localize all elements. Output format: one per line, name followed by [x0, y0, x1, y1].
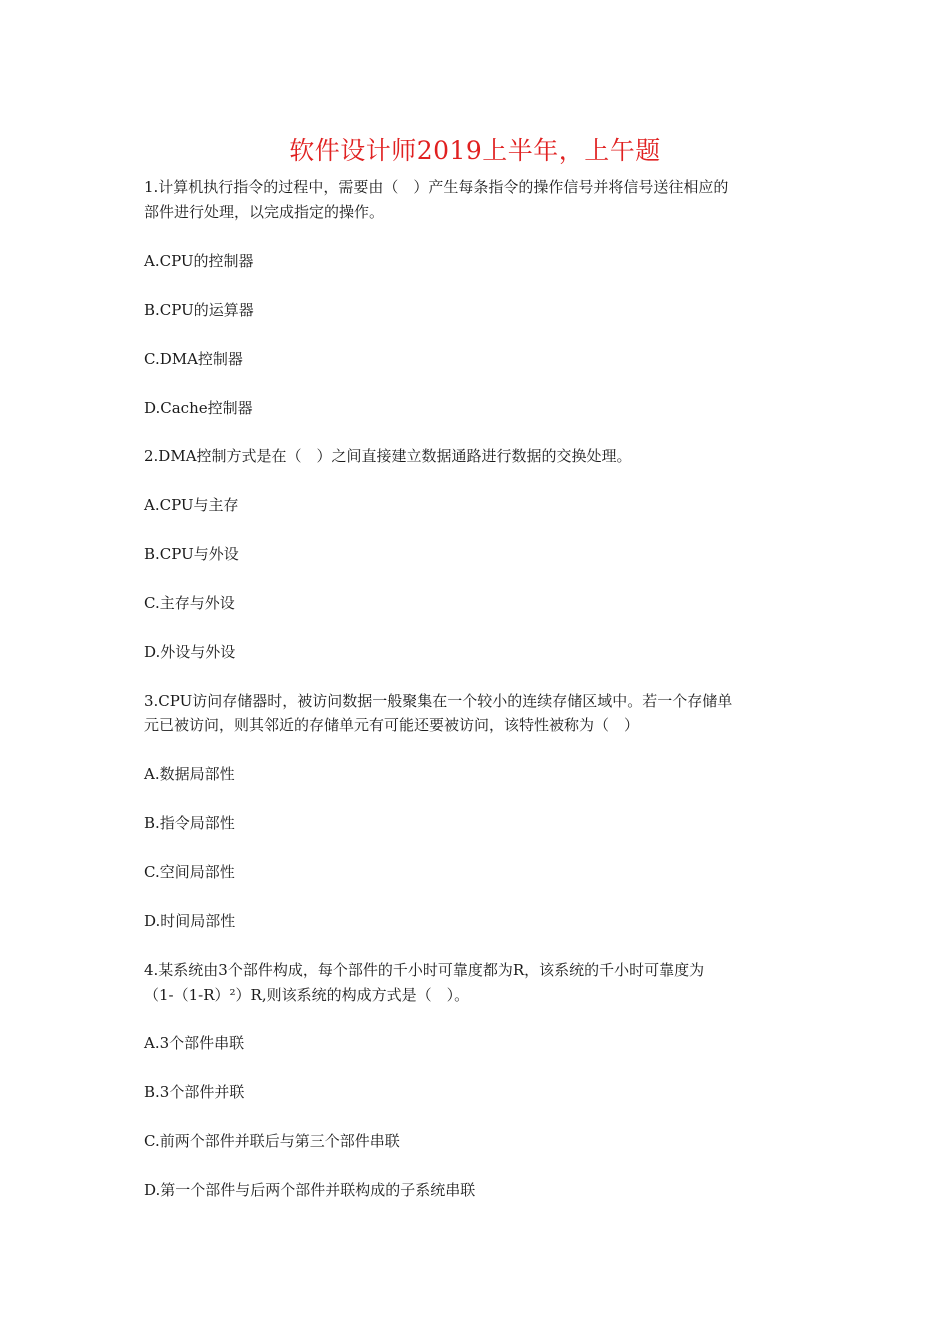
question-stem-line: 3.CPU访问存储器时，被访问数据一般聚集在一个较小的连续存储区域中。若一个存储单	[144, 692, 733, 710]
page-title: 软件设计师2019上半年，上午题	[289, 136, 661, 165]
question-stem-line: 部件进行处理，以完成指定的操作。	[144, 203, 385, 221]
option-b: B.3个部件并联	[144, 1083, 245, 1101]
option-c: C.主存与外设	[144, 594, 235, 612]
option-a: A.CPU与主存	[144, 496, 239, 514]
question-stem-line: 4.某系统由3个部件构成，每个部件的千小时可靠度都为R，该系统的千小时可靠度为	[144, 961, 705, 979]
question-stem-line: 2.DMA控制方式是在（ ）之间直接建立数据通路进行数据的交换处理。	[144, 447, 632, 465]
option-c: C.DMA控制器	[144, 350, 243, 368]
option-a: A.CPU的控制器	[144, 252, 254, 270]
option-a: A.数据局部性	[144, 765, 235, 783]
option-d: D.外设与外设	[144, 643, 236, 661]
option-d: D.第一个部件与后两个部件并联构成的子系统串联	[144, 1181, 476, 1199]
option-c: C.空间局部性	[144, 863, 235, 881]
question-stem-line: （1-（1-R）²）R,则该系统的构成方式是（ ）。	[144, 986, 470, 1004]
option-d: D.时间局部性	[144, 912, 236, 930]
question-stem-line: 元已被访问，则其邻近的存储单元有可能还要被访问，该特性被称为（ ）	[144, 716, 640, 734]
option-d: D.Cache控制器	[144, 399, 253, 417]
option-b: B.CPU的运算器	[144, 301, 254, 319]
option-b: B.指令局部性	[144, 814, 235, 832]
option-c: C.前两个部件并联后与第三个部件串联	[144, 1132, 400, 1150]
option-a: A.3个部件串联	[144, 1034, 245, 1052]
option-b: B.CPU与外设	[144, 545, 239, 563]
question-stem-line: 1.计算机执行指令的过程中，需要由（ ）产生每条指令的操作信号并将信号送往相应的	[144, 178, 729, 196]
